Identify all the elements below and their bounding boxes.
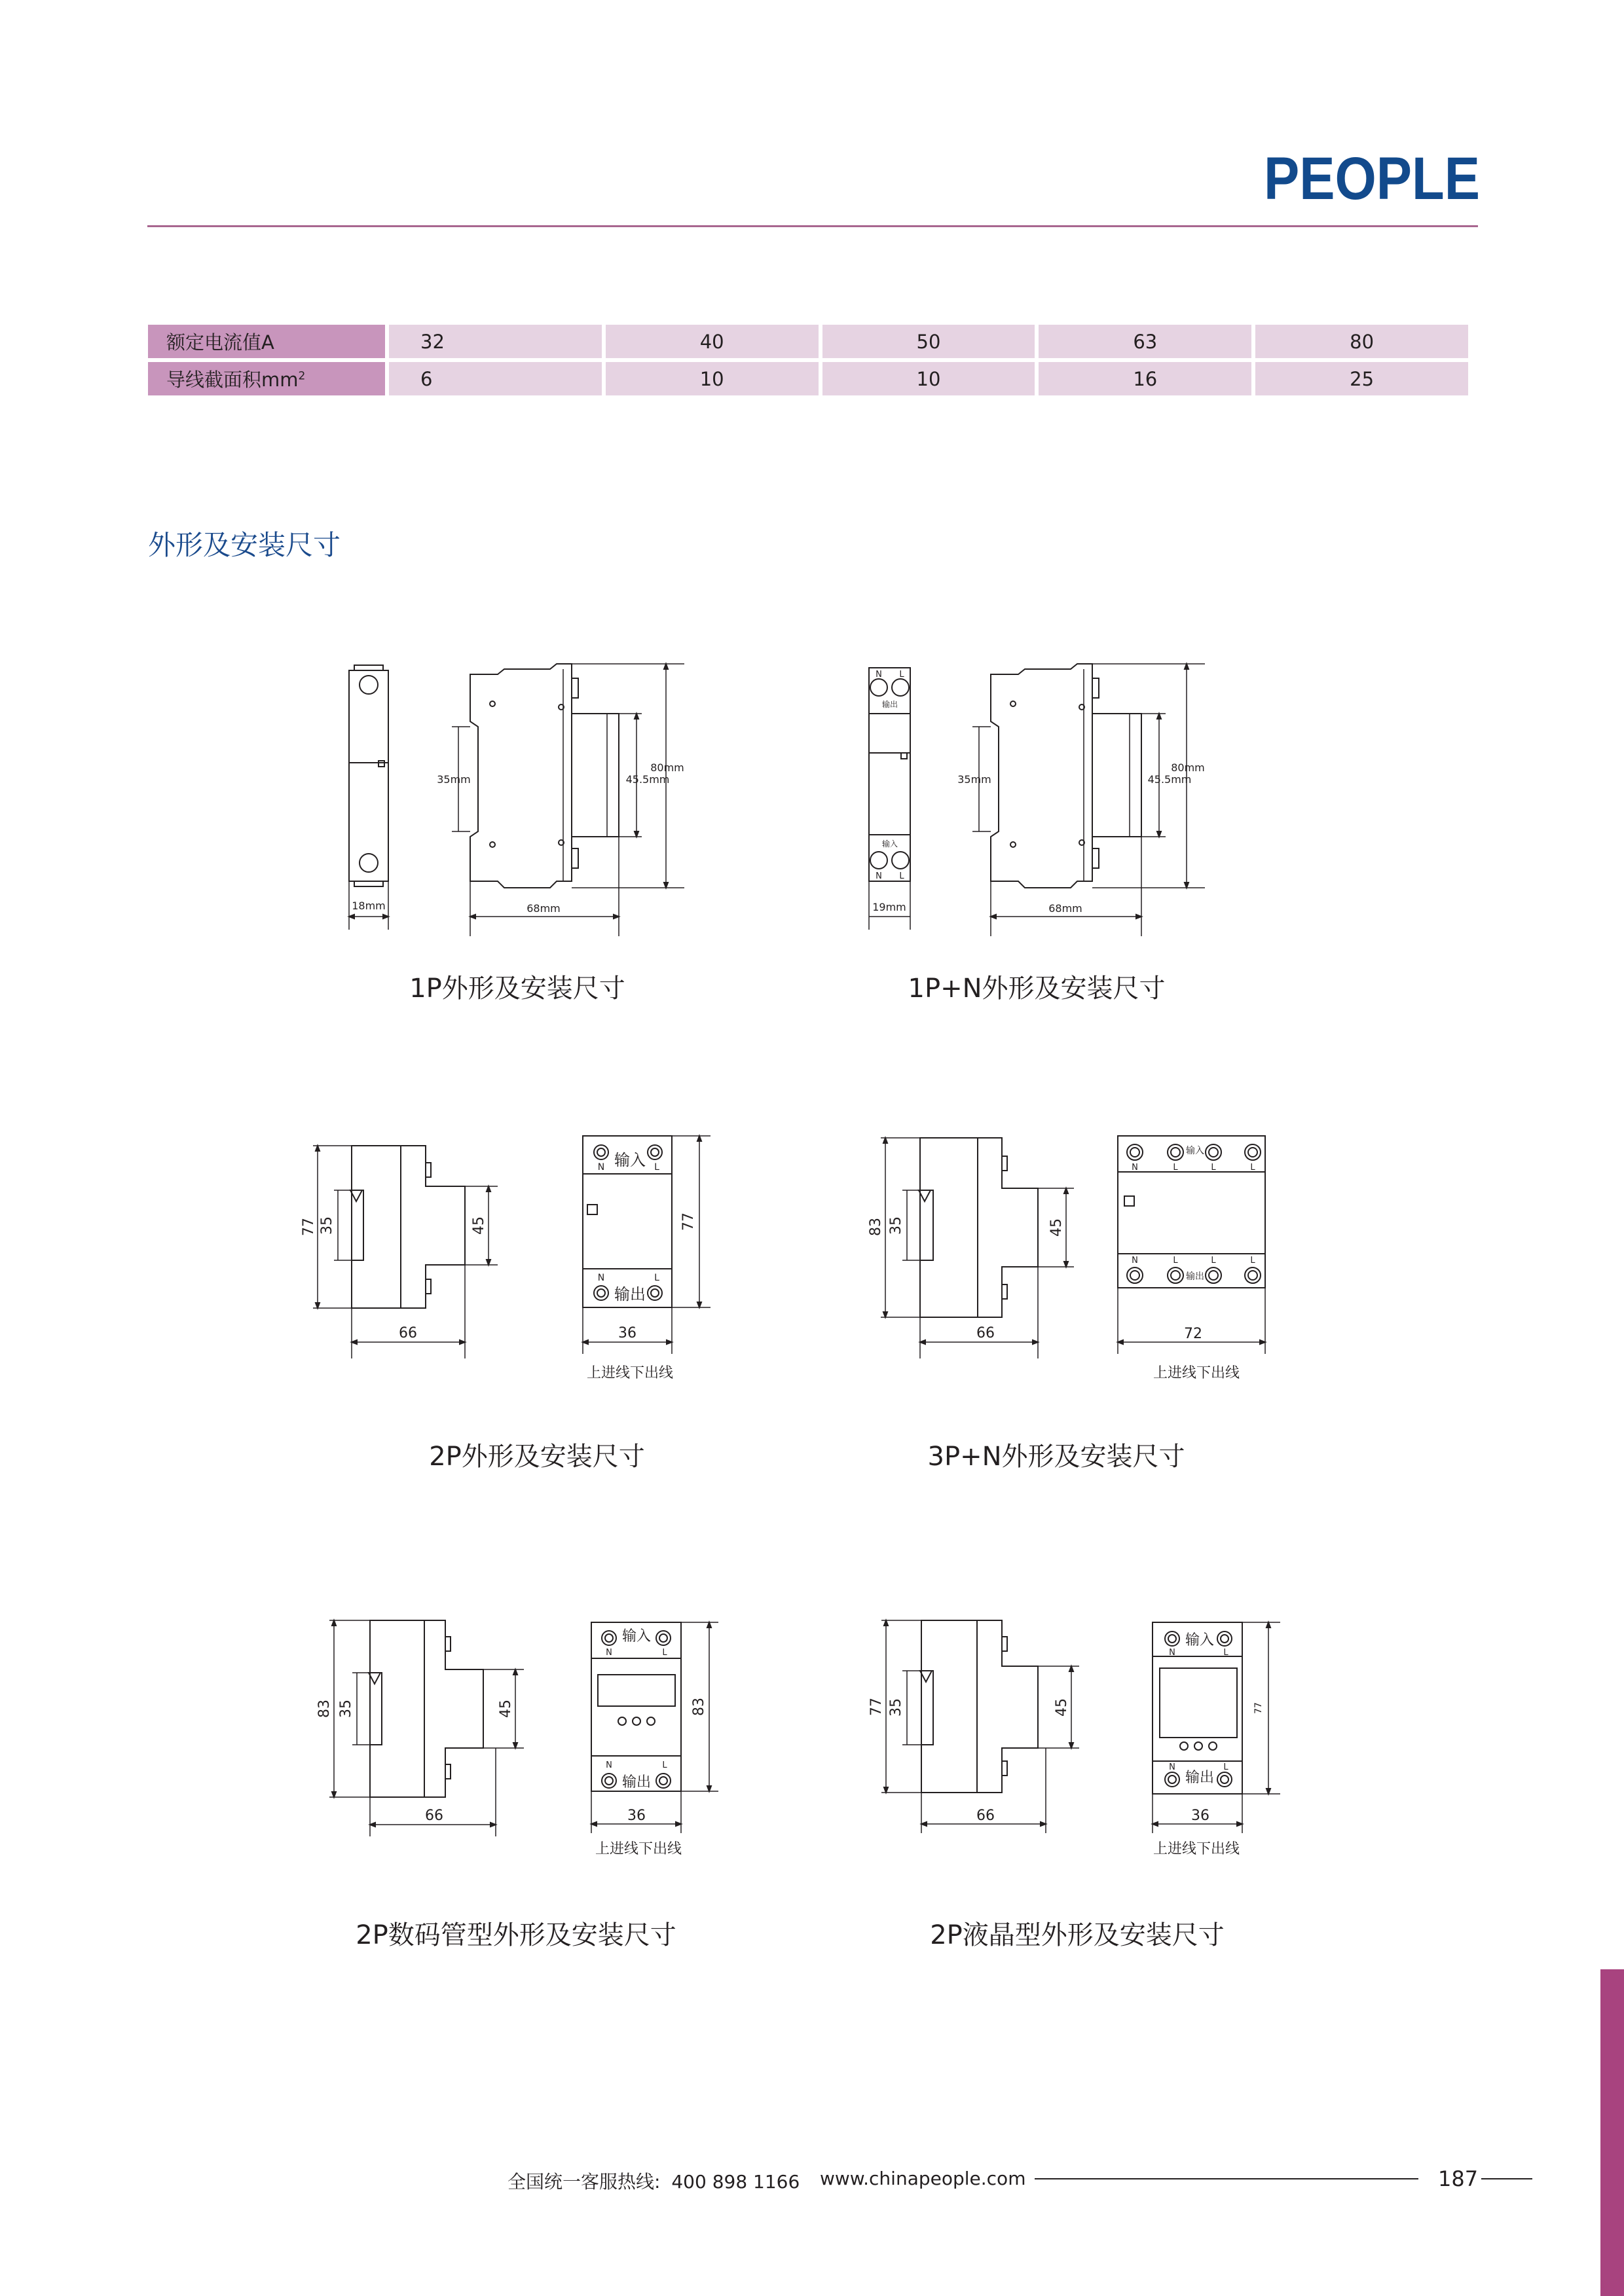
label-output: 输出: [1185, 1770, 1215, 1786]
table-cell: 63: [1039, 325, 1251, 358]
terminal-n: N: [597, 1273, 605, 1283]
table-cell: 80: [1255, 325, 1468, 358]
row-label-wire-section: 导线截面积$mm^2$: [148, 362, 385, 395]
terminal-l: L: [654, 1162, 659, 1173]
terminal-l: L: [1250, 1163, 1255, 1173]
label-output: 输出: [621, 1774, 652, 1791]
table-cell: 10: [822, 362, 1035, 395]
dim-width: 18mm: [352, 900, 386, 912]
terminal-l: L: [1211, 1163, 1216, 1173]
dim-rail: 35: [888, 1216, 904, 1235]
label-output: 输出: [881, 700, 898, 709]
caption-1pn: 1P+N外形及安装尺寸: [908, 974, 1166, 1004]
table-cell: 10: [606, 362, 819, 395]
dim-depth: 66: [976, 1808, 995, 1824]
dim-front-height: 83: [691, 1698, 707, 1716]
terminal-l: L: [1250, 1256, 1255, 1266]
drawing-2p-digital: [316, 1620, 718, 1857]
dim-width: 36: [618, 1325, 637, 1341]
dim-height: 80mm: [1171, 761, 1205, 774]
label-input: 输入: [1185, 1632, 1215, 1649]
terminal-n: N: [1132, 1163, 1138, 1173]
dim-height: 80mm: [650, 761, 684, 774]
dim-front-height: 77: [1253, 1702, 1264, 1714]
terminal-l: L: [662, 1760, 667, 1770]
terminal-l: L: [1173, 1256, 1178, 1266]
dim-width: 36: [1191, 1808, 1209, 1824]
caption-1p: 1P外形及安装尺寸: [409, 974, 625, 1004]
terminal-n: N: [876, 670, 882, 680]
table-cell: 6: [389, 362, 602, 395]
dim-face: 45.5mm: [625, 773, 670, 786]
dim-face: 45: [1048, 1218, 1065, 1237]
table-cell: 16: [1039, 362, 1251, 395]
dim-rail: 35: [319, 1216, 335, 1235]
caption-2p-lcd: 2P液晶型外形及安装尺寸: [930, 1920, 1225, 1950]
wiring-note: 上进线下出线: [586, 1365, 674, 1381]
terminal-n: N: [606, 1760, 612, 1770]
dim-front-height: 77: [680, 1212, 697, 1231]
terminal-n: N: [606, 1648, 612, 1658]
footer-hotline: [507, 2168, 800, 2194]
terminal-l: L: [1211, 1256, 1216, 1266]
footer-rule: [1035, 2178, 1418, 2179]
label-input: 输入: [881, 839, 898, 848]
dim-rail: 35mm: [957, 773, 991, 786]
drawing-2p-lcd: [868, 1620, 1280, 1857]
label-input: 输入: [621, 1628, 652, 1645]
dim-face: 45: [1054, 1698, 1070, 1717]
section-title: 外形及安装尺寸: [148, 529, 341, 561]
dim-rail: 35: [338, 1700, 354, 1718]
dim-depth: 66: [976, 1325, 995, 1341]
dim-width: 72: [1184, 1326, 1202, 1342]
dim-depth: 68mm: [526, 902, 561, 915]
table-cell: 40: [606, 325, 819, 358]
dim-height: 83: [868, 1218, 884, 1236]
dim-rail: 35mm: [437, 773, 471, 786]
caption-3pn: 3P+N外形及安装尺寸: [927, 1442, 1185, 1472]
terminal-l: L: [662, 1648, 667, 1658]
dim-face: 45: [471, 1216, 487, 1235]
label-input: 输入: [614, 1151, 646, 1169]
svg-text:PEOPLE: PEOPLE: [1264, 145, 1480, 212]
dim-face: 45: [498, 1700, 514, 1718]
dim-depth: 66: [399, 1325, 417, 1341]
dim-height: 77: [301, 1218, 317, 1236]
terminal-l: L: [1173, 1163, 1178, 1173]
dim-height: 83: [316, 1700, 333, 1718]
dim-width: 36: [627, 1808, 646, 1824]
terminal-n: N: [1132, 1256, 1138, 1266]
drawing-1p: [349, 664, 684, 936]
terminal-l: L: [654, 1273, 659, 1283]
hotline-number: 400 898 1166: [671, 2171, 800, 2193]
hotline-label: 全国统一客服热线:: [507, 2171, 661, 2193]
drawing-1pn: [869, 664, 1205, 936]
side-color-tab: [1600, 1969, 1624, 2296]
label-input: 输入: [1186, 1146, 1204, 1156]
label-output: 输出: [614, 1285, 646, 1303]
table-cell: 50: [822, 325, 1035, 358]
terminal-n: N: [1169, 1648, 1175, 1658]
drawing-3pn: [868, 1136, 1265, 1381]
dim-depth: 66: [425, 1808, 443, 1824]
terminal-l: L: [899, 670, 904, 680]
footer-rule-tail: [1481, 2178, 1532, 2179]
drawing-2p: [301, 1136, 710, 1381]
terminal-n: N: [597, 1162, 605, 1173]
dim-width: 19mm: [872, 901, 906, 913]
terminal-n: N: [1169, 1762, 1175, 1772]
wiring-note: 上进线下出线: [1153, 1841, 1240, 1857]
page-number: 187: [1438, 2166, 1479, 2191]
dim-rail: 35: [888, 1698, 904, 1717]
terminal-l: L: [1223, 1762, 1228, 1772]
caption-2p-digital: 2P数码管型外形及安装尺寸: [356, 1920, 676, 1950]
terminal-n: N: [876, 871, 882, 881]
table-cell: 32: [389, 325, 602, 358]
table-cell: 25: [1255, 362, 1468, 395]
row-label-rated-current: 额定电流值A: [148, 325, 385, 358]
dim-depth: 68mm: [1048, 902, 1082, 915]
wiring-note: 上进线下出线: [595, 1841, 682, 1857]
footer-website[interactable]: www.chinapeople.com: [820, 2168, 1026, 2189]
dim-height: 77: [868, 1698, 885, 1716]
wiring-note: 上进线下出线: [1153, 1365, 1240, 1381]
label-output: 输出: [1186, 1271, 1204, 1282]
terminal-l: L: [899, 871, 904, 881]
caption-2p: 2P外形及安装尺寸: [429, 1442, 645, 1472]
dim-face: 45.5mm: [1147, 773, 1192, 786]
terminal-l: L: [1223, 1648, 1228, 1658]
